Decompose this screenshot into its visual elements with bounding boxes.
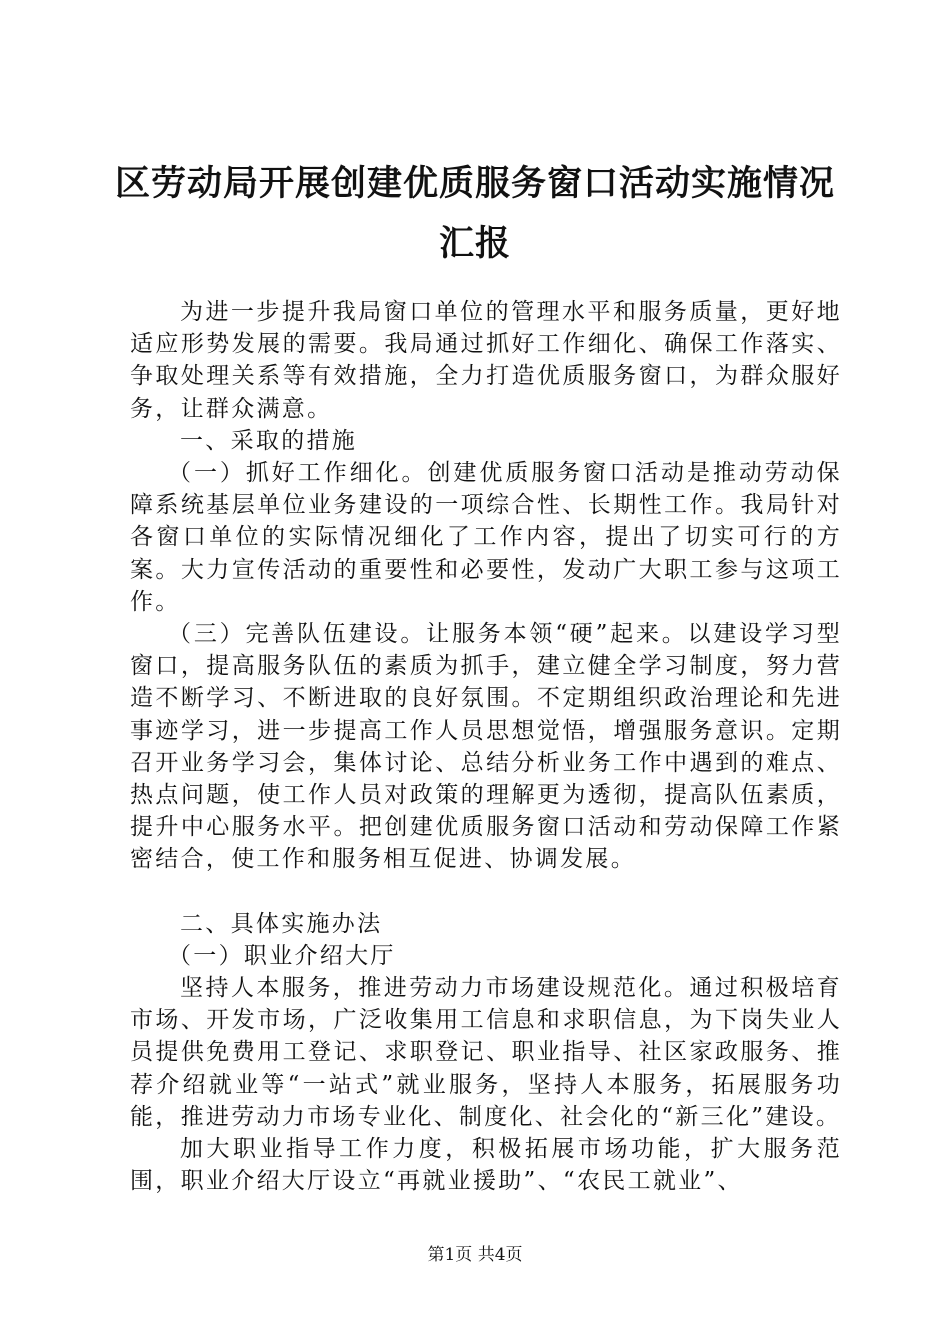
paragraph-career-guidance: 加大职业指导工作力度，积极拓展市场功能，扩大服务范围，职业介绍大厅设立“再就业援助”、“农民工就业”、 (130, 1136, 842, 1195)
subsection-heading-job-hall: （一）职业介绍大厅 (168, 942, 396, 969)
section-heading-2: 二、具体实施办法 (180, 910, 383, 937)
section-heading-1: 一、采取的措施 (180, 427, 358, 454)
paragraph-team-building: （三）完善队伍建设。让服务本领“硬”起来。以建设学习型窗口，提高服务队伍的素质为抓手，建立健全学习制度，努力营造不断学习、不断进取的良好氛围。不定期组织政治理论和先进事迹学习，进一步提高工作人员思想觉悟，增强服务意识。定期召开业务学习会，集体讨论、总结分析业务工作中遇到的难点、热点问题，使工作人员对政策的理解更为透彻，提高队伍素质，提升中心服务水平。把创建优质服务窗口活动和劳动保障工作紧密结合，使工作和服务相互促进、协调发展。 (130, 621, 842, 873)
document-title-line-2: 汇报 (438, 224, 511, 264)
paragraph-work-refinement: （一）抓好工作细化。创建优质服务窗口活动是推动劳动保障系统基层单位业务建设的一项综合性、长期性工作。我局针对各窗口单位的实际情况细化了工作内容，提出了切实可行的方案。大力宣传活动的重要性和必要性，发动广大职工参与这项工作。 (130, 460, 842, 615)
page-footer: 第1页 共4页 (427, 1245, 523, 1265)
document-title-line-1: 区劳动局开展创建优质服务窗口活动实施情况 (114, 164, 835, 204)
intro-paragraph: 为进一步提升我局窗口单位的管理水平和服务质量，更好地适应形势发展的需要。我局通过抓好工作细化、确保工作落实、争取处理关系等有效措施，全力打造优质服务窗口，为群众服好务，让群众满意。 (130, 299, 842, 422)
paragraph-people-oriented-service: 坚持人本服务，推进劳动力市场建设规范化。通过积极培育市场、开发市场，广泛收集用工信息和求职信息，为下岗失业人员提供免费用工登记、求职登记、职业指导、社区家政服务、推荐介绍就业等“一站式”就业服务，坚持人本服务，拓展服务功能，推进劳动力市场专业化、制度化、社会化的“新三化”建设。 (130, 975, 842, 1130)
paragraph-spacer (130, 876, 842, 908)
document-body (130, 296, 842, 1197)
